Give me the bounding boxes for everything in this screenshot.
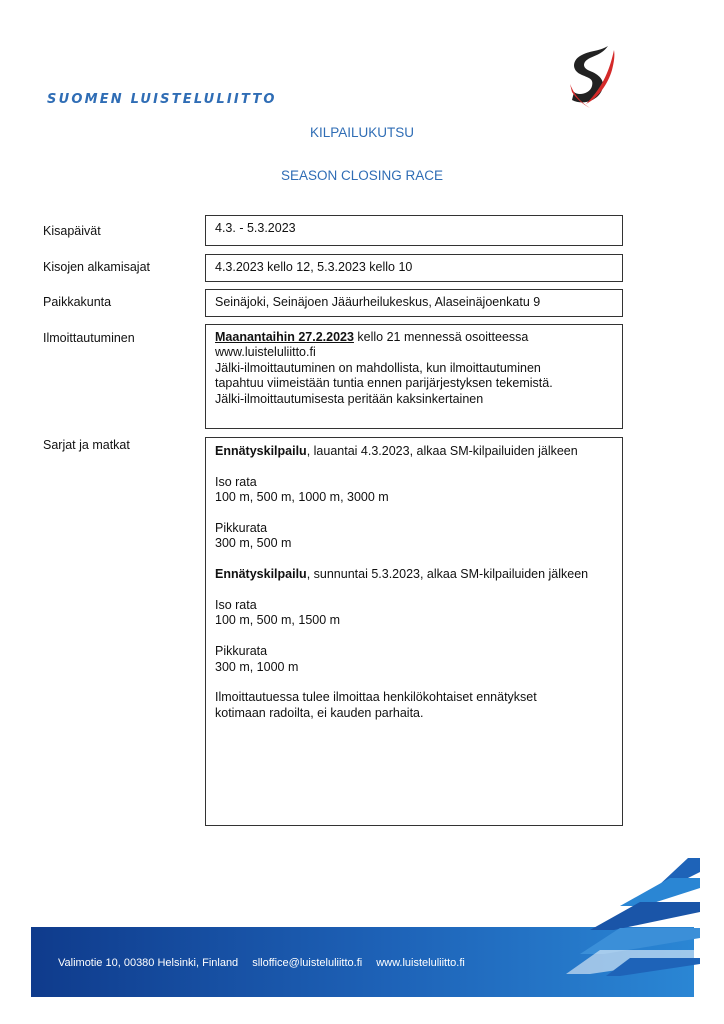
location-value: Seinäjoki, Seinäjoen Jääurheilukeskus, Alaseinäjoenkatu 9 — [215, 295, 541, 309]
skater-logo-icon — [568, 44, 618, 110]
dates-field — [205, 215, 623, 246]
day1-heading — [215, 444, 613, 459]
document-subtitle: SEASON CLOSING RACE — [280, 168, 444, 183]
location-field — [205, 289, 623, 317]
footer-address: Valimotie 10, 00380 Helsinki, Finland — [58, 957, 239, 969]
day2-title: Ennätyskilpailu — [215, 567, 307, 582]
start-times-label: Kisojen alkamisajat — [43, 260, 150, 274]
registration-field — [205, 324, 623, 429]
day1-details: , lauantai 4.3.2023, alkaa SM-kilpailuiden jälkeen — [306, 444, 578, 458]
start-times-field — [205, 254, 623, 282]
registration-deadline: Maanantaihin 27.2.2023 — [215, 330, 354, 344]
day2-heading — [215, 567, 613, 582]
series-field — [205, 437, 623, 826]
registration-line-5: Jälki-ilmoittautumisesta peritään kaksinkertainen — [215, 391, 484, 406]
series-note-line-2: kotimaan radoilta, ei kauden parhaita. — [215, 705, 424, 720]
footer-website[interactable]: www.luisteluliitto.fi — [376, 957, 465, 969]
location-label: Paikkakunta — [43, 295, 112, 309]
day2-big-track-label: Iso rata — [215, 598, 257, 612]
organization-name: SUOMEN LUISTELULIITTO — [47, 92, 277, 107]
footer-email[interactable]: slloffice@luisteluliitto.fi — [252, 957, 363, 969]
day1-big-track-label: Iso rata — [215, 474, 257, 489]
day1-small-track-label: Pikkurata — [215, 521, 268, 535]
registration-line-1 — [215, 330, 613, 345]
day1-big-track-distances: 100 m, 500 m, 1000 m, 3000 m — [215, 490, 389, 505]
series-note-line-1: Ilmoittautuessa tulee ilmoittaa henkilökohtaiset ennätykset — [215, 690, 537, 705]
day1-title: Ennätyskilpailu — [215, 444, 307, 458]
dates-value: 4.3. - 5.3.2023 — [215, 221, 296, 235]
day2-small-track-distances: 300 m, 1000 m — [215, 659, 299, 674]
day2-big-track-distances: 100 m, 500 m, 1500 m — [215, 613, 341, 628]
day2-small-track-label: Pikkurata — [215, 644, 268, 659]
series-label: Sarjat ja matkat — [43, 438, 130, 452]
day1-small-track-distances: 300 m, 500 m — [215, 536, 292, 551]
registration-website: www.luisteluliitto.fi — [215, 345, 316, 360]
registration-line-1-rest: kello 21 mennessä osoitteessa — [353, 330, 529, 344]
registration-line-3: Jälki-ilmoittautuminen on mahdollista, kun ilmoittautuminen — [215, 360, 541, 375]
dates-label: Kisapäivät — [43, 224, 101, 238]
start-times-value: 4.3.2023 kello 12, 5.3.2023 kello 10 — [215, 260, 413, 274]
document-title: KILPAILUKUTSU — [309, 125, 415, 140]
footer-contact — [58, 957, 479, 969]
day2-details: , sunnuntai 5.3.2023, alkaa SM-kilpailuiden jälkeen — [306, 567, 589, 582]
blue-stripes-decoration — [560, 858, 700, 998]
registration-label: Ilmoittautuminen — [43, 331, 135, 345]
registration-line-4: tapahtuu viimeistään tuntia ennen parijärjestyksen tekemistä. — [215, 376, 553, 391]
